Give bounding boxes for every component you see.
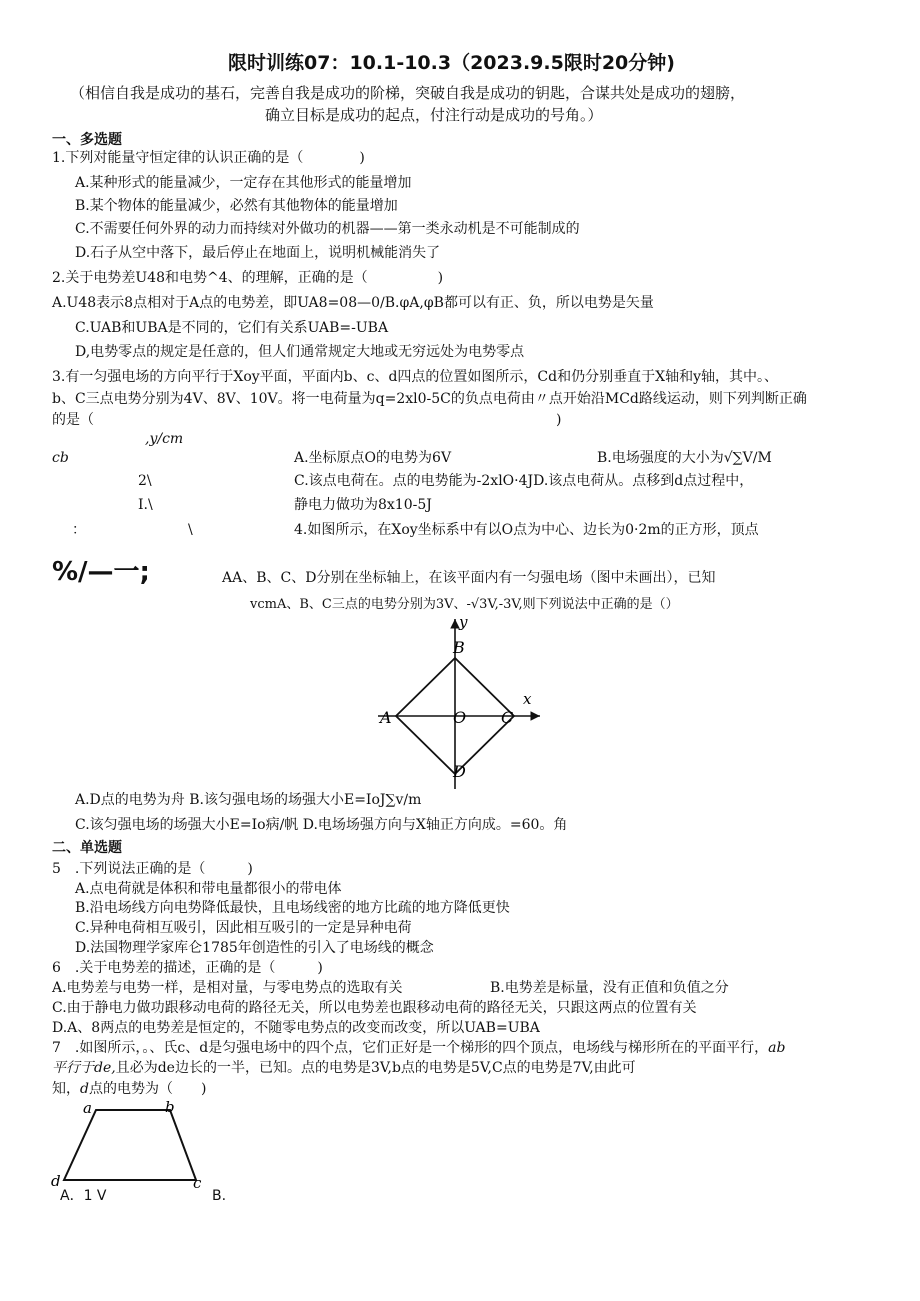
- motto-line-1: （相信自我是成功的基石，完善自我是成功的阶梯，突破自我是成功的钥匙，合谋共处是成功的翅膀，: [70, 84, 746, 102]
- q7-stem-3: [52, 1081, 206, 1098]
- q1-stem: 1.下列对能量守恒定律的认识正确的是（ ): [52, 150, 365, 166]
- q1-option-a: A.某种形式的能量减少，一定存在其他形式的能量增加: [75, 175, 412, 191]
- q4-label-c: C: [501, 708, 514, 727]
- q7-option-b: B.: [212, 1188, 227, 1204]
- q7-stem-1-ab: ab: [768, 1040, 786, 1056]
- q7-stem-2-parallel: 平行于de,: [52, 1060, 116, 1076]
- q5-stem: 5 .下列说法正确的是（ ): [52, 861, 253, 877]
- q4-label-d: D: [453, 762, 466, 781]
- motto-line-2: 确立目标是成功的起点，付注行动是成功的号角。）: [265, 106, 603, 124]
- section-heading-multi: 一、多选题: [52, 132, 122, 148]
- q4-label-y: y: [459, 613, 468, 631]
- q4-stem-2: AA、B、C、D分别在坐标轴上，在该平面内有一匀强电场（图中未画出），已知: [222, 570, 716, 586]
- q4-stem-1: 4.如图所示，在Xoy坐标系中有以O点为中心、边长为0·2m的正方形，顶点: [294, 522, 759, 538]
- q1-option-c: C.不需要任何外界的动力而持续对外做功的机器——第一类永动机是不可能制成的: [75, 221, 580, 237]
- q6-stem: 6 .关于电势差的描述，正确的是（ ): [52, 960, 323, 976]
- q3-stem-3: 的是（ ): [52, 412, 562, 428]
- q7-trapezoid-diagram: [50, 1098, 210, 1190]
- q6-option-a: A.电势差与电势一样，是相对量，与零电势点的选取有关: [52, 980, 403, 996]
- q4-options-cd: C.该匀强电场的场强大小E=Io病/帆 D.电场场强方向与X轴正方向成。=60。角: [75, 817, 568, 833]
- q7-stem-3-d: d: [80, 1081, 89, 1097]
- q7-label-a: a: [83, 1099, 92, 1117]
- q3-figure-2: 2\: [138, 473, 152, 489]
- q2-option-c: C.UAB和UBA是不同的，它们有关系UAB=-UBA: [75, 320, 389, 336]
- q7-label-b: b: [165, 1098, 175, 1116]
- q7-stem-2-text: 且必为de边长的一半，已知。点的电势是3V,b点的电势是5V,C点的电势是7V,由此可: [115, 1060, 636, 1076]
- q7-trapezoid: [64, 1110, 196, 1180]
- q6-option-c: C.由于静电力做功跟移动电荷的路径无关，所以电势差也跟移动电荷的路径无关，只跟这两点的位置有关: [52, 1000, 697, 1016]
- q3-option-c: C.该点电荷在。点的电势能为-2xlO·4JD.该点电荷从。点移到d点过程中，: [294, 473, 754, 489]
- q3-figure-cb: cb: [52, 450, 69, 466]
- q1-option-b: B.某个物体的能量减少，必然有其他物体的能量增加: [75, 198, 398, 214]
- q3-option-c-cont: 静电力做功为8x10-5J: [294, 497, 432, 513]
- page-title: 限时训练07：10.1-10.3（2023.9.5限时20分钟): [228, 52, 675, 74]
- q4-square-diagram: [370, 613, 545, 793]
- section-heading-single: 二、单选题: [52, 840, 122, 856]
- q3-figure-slash: \: [188, 522, 193, 538]
- q7-stem-1: [52, 1040, 785, 1057]
- q4-label-o: O: [453, 708, 467, 727]
- q2-option-ab: A.U48表示8点相对于A点的电势差，即UA8=08—0∕B.φA,φB都可以有正、负，所以电势是矢量: [52, 295, 654, 311]
- q4-label-b: B: [453, 638, 465, 657]
- q5-option-b: B.沿电场线方向电势降低最快，且电场线密的地方比疏的地方降低更快: [75, 900, 510, 916]
- q5-option-a: A.点电荷就是体积和带电量都很小的带电体: [75, 881, 342, 897]
- q4-garbled-figure: %∕—一;: [52, 557, 150, 587]
- q7-stem-2: [52, 1060, 636, 1077]
- q3-figure-axis-label: ,y/cm: [145, 431, 184, 447]
- q3-option-b: B.电场强度的大小为√∑V∕M: [597, 450, 772, 466]
- q6-option-d: D.A、8两点的电势差是恒定的，不随零电势点的改变而改变，所以UAB=UBA: [52, 1020, 540, 1036]
- q4-label-a: A: [380, 708, 392, 727]
- q4-label-x: x: [523, 690, 532, 708]
- q7-option-a: A．1 V: [60, 1188, 107, 1204]
- q6-option-b: B.电势差是标量，没有正值和负值之分: [490, 980, 729, 996]
- q7-stem-3-c: 点的电势为（ ): [88, 1081, 207, 1097]
- q3-stem-2: b、C三点电势分别为4V、8V、10V。将一电荷量为q=2xl0-5C的负点电荷由〃点开始沿MCd路线运动，则下列判断正确: [52, 391, 807, 407]
- q2-option-d: D,电势零点的规定是任意的，但人们通常规定大地或无穷远处为电势零点: [75, 344, 525, 360]
- q3-figure-1: I.\: [138, 497, 153, 513]
- q3-stem-1: 3.有一匀强电场的方向平行于Xoy平面，平面内b、c、d四点的位置如图所示，Cd和仍分别垂直于X轴和y轴，其中。、: [52, 369, 778, 385]
- q5-option-c: C.异种电荷相互吸引，因此相互吸引的一定是异种电荷: [75, 920, 412, 936]
- q2-stem: 2.关于电势差U48和电势^4、的理解，正确的是（ ): [52, 270, 444, 286]
- q4-options-ab: A.D点的电势为舟 B.该匀强电场的场强大小E=IoJ∑v∕m: [75, 792, 422, 808]
- q5-option-d: D.法国物理学家库仑1785年创造性的引入了电场线的概念: [75, 940, 434, 956]
- q1-option-d: D.石子从空中落下，最后停止在地面上，说明机械能消失了: [75, 245, 441, 261]
- q7-label-d: d: [51, 1172, 61, 1190]
- q4-stem-3: vcmA、B、C三点的电势分别为3V、-√3V,-3V,则下列说法中正确的是（）: [250, 597, 679, 612]
- q3-figure-colon: ：: [72, 522, 86, 538]
- q7-label-c: c: [193, 1174, 202, 1190]
- q3-option-a: A.坐标原点O的电势为6V: [294, 450, 452, 466]
- q7-stem-3-a: 知，: [52, 1081, 80, 1097]
- q7-stem-1-text: 7 .如图所示，。、氏c、d是匀强电场中的四个点，它们正好是一个梯形的四个顶点，电场线与梯形所在的平面平行，: [52, 1040, 769, 1056]
